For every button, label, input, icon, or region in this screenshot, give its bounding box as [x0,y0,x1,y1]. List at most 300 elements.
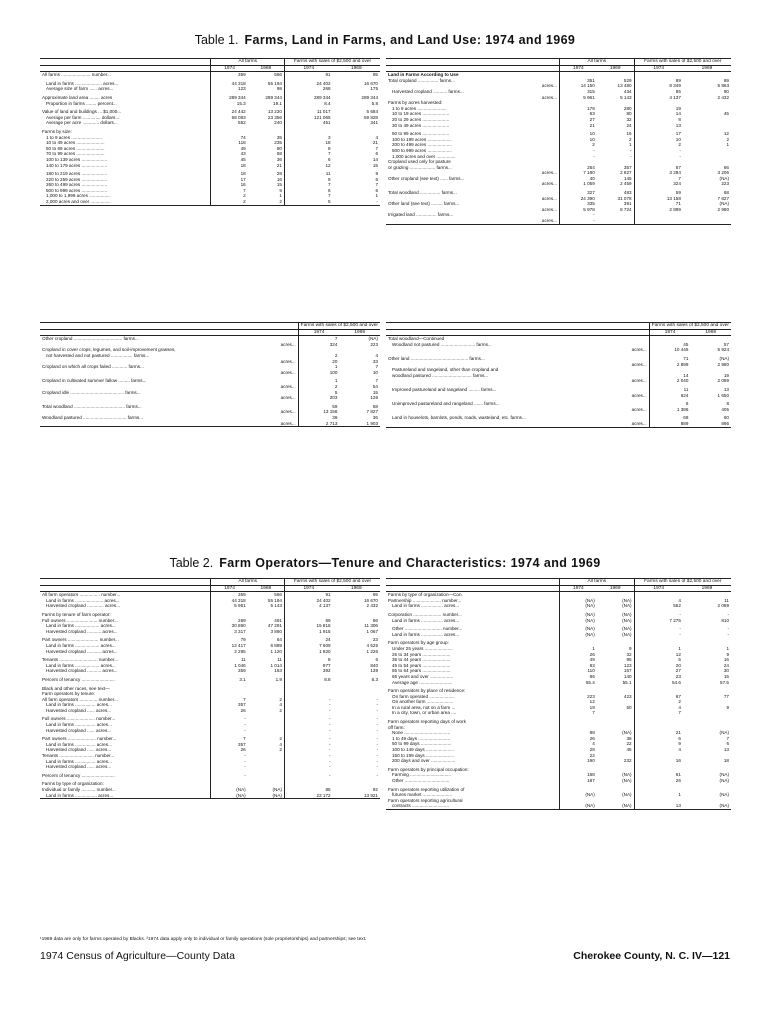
cell-value: (NA) [559,626,596,632]
cell-value: 14 [372,156,378,162]
cell-value: 2 [634,699,683,705]
cell-value: 91 [284,72,332,78]
cell-value: 36 [372,414,378,420]
cell-value: 6 [375,151,378,157]
table-row [40,199,380,205]
cell-value: 11 [284,171,332,177]
cell-value: (NA) [622,603,632,609]
cell-value: 13 220 [267,109,282,115]
cell-value: 19.1 [273,100,282,106]
row-label: Harvested cropland ........... acres... [46,648,118,654]
cell-value: 4 [375,134,378,140]
cell-value: 7 [375,364,378,370]
cell-value: 2 [279,696,282,702]
cell-value: 18 [211,163,248,169]
row-label: acres... [541,170,557,176]
cell-value: - [634,632,683,638]
cell-value: 5 961 [211,603,248,609]
cell-value: 5 961 [559,95,596,101]
cell-value: 118 [211,140,248,146]
cell-value: 2 040 [649,378,690,384]
row-label: Part owners ........................ number... [42,637,119,643]
row-label: futures market ....................... [392,792,452,798]
row-label: Farm operators reporting utilization of [388,786,465,792]
row-label: Total cropland ................ farms... [388,77,455,83]
cell-value: - [376,772,378,778]
row-label: Pastureland and rangeland, other than cropland and [392,367,499,373]
cell-value: - [284,728,332,734]
cell-value: 21 [634,730,683,736]
cell-value: 18 [211,171,248,177]
cell-value: - [634,612,683,618]
cell-value: - [376,696,378,702]
cell-value: 341 [370,120,378,126]
cell-value: 139 [370,668,378,674]
row-label: Cropland in cover crops, legumes, and soil-improvement grasses, [42,347,176,353]
cell-value: 327 [559,190,596,196]
cell-value: 91 [284,592,332,598]
cell-value: 12 417 [211,643,248,649]
row-label: 2,000 acres and over ................ [46,199,111,205]
year-header: 1969 [690,329,731,336]
cell-value: 43 [211,151,248,157]
cell-value: (NA) [559,603,596,609]
cell-value: 1 650 [717,392,729,398]
cell-value: 1 903 [366,420,378,426]
row-label: 100 to 199 acres ................... [392,136,452,142]
table-row [386,421,731,427]
row-label: Cropland in cultivated summer fallow ......... farms... [42,378,147,384]
cell-value: - [211,722,248,728]
table1-left [40,58,380,206]
cell-value: 24 442 [211,109,248,115]
row-label: 1 to 49 days ......................... [392,735,451,741]
year-header: 1974 [211,585,248,592]
cell-value: 14 150 [559,83,596,89]
cell-value: (NA) [559,598,596,604]
table1-cont-right [386,322,731,428]
row-label: Land in farms ................. acres... [46,792,114,798]
cell-value: 5 [298,390,339,396]
cell-value: 9 [279,187,282,193]
cell-value: 451 [284,120,332,126]
cell-value: 7 [284,151,332,157]
cell-value: 4 [634,705,683,711]
cell-value: - [630,153,632,159]
cell-value: 59 828 [363,114,378,120]
cell-value: 88 [559,730,596,736]
row-label: Land in farms ................... acres... [46,642,116,648]
cell-value: 55.4 [559,680,596,686]
cell-value: 280 [623,105,632,111]
cell-value: 235 [274,140,282,146]
cell-value: 26 [634,778,683,784]
cell-value: 529 [623,77,632,83]
cell-value: 357 [211,742,248,748]
cell-value: 10 [559,137,596,143]
cell-value: 2 899 [634,207,683,213]
row-label: acres... [541,218,557,224]
row-label: Average age .......................... [392,679,453,685]
cell-value: 24 [723,662,729,668]
cell-value: 7 827 [717,195,729,201]
cell-value: 15 [372,162,378,168]
row-label: Percent of tenancy .......................... [42,676,115,682]
cell-value: 28 [276,171,282,177]
cell-value: 7 [634,710,683,716]
cell-value: 7 [211,736,248,742]
cell-value: 6 [649,401,690,407]
row-label: Cropland on which all crops failed ............ farms... [42,364,144,370]
row-label: acres... [280,341,296,347]
cell-value: 59 [284,618,332,624]
col-sales: Farms with sales of $2,500 and over [284,579,380,586]
cell-value: 1 [375,193,378,199]
cell-value: 315 [559,89,596,95]
col-sales: Farms with sales of $2,500 and over [649,323,731,330]
cell-value: 61 [634,772,683,778]
cell-value: 1 046 [211,663,248,669]
row-label: Other cropland (see text) ...... farms... [388,175,465,181]
cell-value: (NA) [272,792,282,798]
cell-value: (NA) [559,792,596,798]
cell-value: 7 [375,145,378,151]
cell-value: 2 089 [717,603,729,609]
cell-value: 15 [276,182,282,188]
cell-value: 68 [372,403,378,409]
year-header: 1969 [248,65,285,72]
cell-value: 110 [559,668,596,674]
cell-value: 11 [277,657,282,663]
cell-value: 44 318 [211,81,248,87]
row-label: 30 to 49 acres ..................... [392,122,450,128]
cell-value: 11 306 [364,623,378,629]
cell-value: 95 [626,657,632,663]
row-label: acres... [631,378,647,384]
cell-value: 85 [284,787,332,793]
row-label: 35 to 44 years ...................... [392,657,451,663]
cell-value: - [211,764,248,770]
cell-value: 9 [726,704,729,710]
cell-value: 79 [211,637,248,643]
year-header: 1974 [284,585,332,592]
cell-value: 15.3 [211,101,248,107]
cell-value: 45 [649,342,690,348]
cell-value: 163 [274,668,282,674]
cell-value: 7 180 [559,170,596,176]
cell-value: 15 [723,673,729,679]
row-label: 1,000 acres and over ............... [392,153,456,159]
cell-value: 2 980 [717,206,729,212]
cell-value: - [284,716,332,722]
cell-value: - [211,759,248,765]
row-label: woodland pastured ............................... farms... [392,372,489,378]
cell-value: 30 [723,668,729,674]
footer-left: 1974 Census of Agriculture—County Data [40,950,235,962]
row-label: 260 to 499 acres .................... [46,182,108,188]
cell-value: 13 921 [363,792,378,798]
cell-value: 8 [726,401,729,407]
cell-value: 10 [559,131,596,137]
cell-value: 19 [559,705,596,711]
cell-value: 2 [298,353,339,359]
cell-value: 36 [276,156,282,162]
row-label: Black and other races, see text— [42,685,110,691]
row-label: 180 to 219 acres .................... [46,171,108,177]
cell-value: 8 [284,146,332,152]
year-header: 1974 [298,329,339,336]
row-label: Partnership ...................... number... [388,597,462,603]
cell-value: - [376,736,378,742]
cell-value: 45 [626,747,632,753]
cell-value: (NA) [559,612,596,618]
cell-value: 83 [559,663,596,669]
table1-number: Table 1. [194,33,239,47]
cell-value: 4 [634,747,683,753]
cell-value: 8 724 [620,206,632,212]
cell-value: - [211,728,248,734]
row-label: 10 to 19 acres ..................... [392,111,450,117]
cell-value: 24 [284,637,332,643]
cell-value: 254 [559,165,596,171]
cell-value: 6 889 [270,642,282,648]
cell-value: 1 [726,645,729,651]
row-label: Other land ............................................. farms... [388,355,485,361]
table-row [40,793,380,799]
cell-value: 324 [298,342,339,348]
cell-value: - [284,697,332,703]
cell-value: 6 [726,741,729,747]
row-label: Land in farms ................. acres... [392,603,460,609]
cell-value: (NA) [719,792,729,798]
cell-value: - [284,736,332,742]
cell-value: (NA) [622,730,632,736]
row-label: Land in farms ................ acres... [46,758,112,764]
cell-value: 2 [211,193,248,199]
table1-cont-left [40,322,380,427]
cell-value: 2 713 [298,421,339,427]
cell-value: 1 014 [270,662,282,668]
cell-value: 4 [559,741,596,747]
cell-value: 58 [276,151,282,157]
cell-value: 140 [623,673,632,679]
cell-value: 55.1 [622,679,632,685]
cell-value: 1 059 [559,181,596,187]
row-label: 200 to 499 acres ................... [392,142,452,148]
cell-value: - [284,742,332,748]
cell-value: - [727,631,729,637]
cell-value: 50 [626,704,632,710]
cell-value: 552 [211,120,248,126]
cell-value: - [211,773,248,779]
cell-value: 357 [211,702,248,708]
col-sales: Farms with sales of $2,500 and over [634,59,731,66]
cell-value: 491 [274,617,282,623]
row-label: Woodland pastured .................................. farms... [42,414,144,420]
cell-value: 335 [559,201,596,207]
row-label: or grazing .................... farms... [388,164,452,170]
cell-value: 4 525 [366,642,378,648]
cell-value: 289 344 [211,95,248,101]
table2-title [0,556,770,570]
cell-value: - [727,611,729,617]
row-label: contracts ............................. [392,803,449,809]
cell-value: - [727,626,729,632]
cell-value: 22 [559,753,596,759]
table1-title [0,33,770,47]
cell-value: (NA) [719,803,729,809]
row-label: 65 years and over .................. [392,673,454,679]
row-label: Farm operators by principal occupation: [388,766,469,772]
row-label: acres... [631,361,647,367]
cell-value: 7 [375,182,378,188]
cell-value: 23 [634,674,683,680]
cell-value: 89 [723,77,729,83]
cell-value: 3.1 [211,677,248,683]
row-label: Land in farms ...................... acres... [46,597,120,603]
cell-value: 68 083 [211,115,248,121]
cell-value: 31 078 [617,195,632,201]
cell-value: 5 [284,199,332,205]
cell-value: 24 [626,122,632,128]
year-header: 1969 [333,65,380,72]
cell-value: 8 [634,117,683,123]
cell-value: 45 [211,157,248,163]
cell-value: 23 356 [267,114,282,120]
cell-value: 85 [634,89,683,95]
cell-value: 2 089 [717,378,729,384]
cell-value: 66 [372,617,378,623]
cell-value: 92 [372,787,378,792]
year-header: 1974 [634,585,683,592]
row-label: 45 to 54 years ...................... [392,662,451,668]
cell-value: - [630,147,632,153]
cell-value: 45 [723,111,729,117]
year-header: 1969 [248,585,285,592]
table-row [386,218,731,224]
row-label: Value of land and buildings ... $1,000... [42,109,122,115]
row-label: Farms by tenure of farm operator: [42,611,111,617]
cell-value: 5 863 [717,83,729,89]
row-label: acres... [631,392,647,398]
cell-value: 89 [634,78,683,84]
cell-value: 240 [274,120,282,126]
row-label: 100 to 149 days ...................... [392,747,455,753]
row-label: 50 to 99 days ........................ [392,741,452,747]
cell-value: (NA) [719,201,729,207]
row-label: Harvested cropland ............. acres... [46,603,121,609]
cell-value: 2 [279,736,282,742]
cell-value: - [376,758,378,764]
cell-value: 7 609 [284,643,332,649]
cell-value: (NA) [272,787,282,792]
cell-value: - [559,148,596,154]
cell-value: 11 [724,597,729,603]
cell-value: 223 [559,694,596,700]
row-label: Harvested cropland ...... acres... [46,727,112,733]
cell-value: 5 143 [270,603,282,609]
year-header: 1974 [284,65,332,72]
cell-value: - [376,702,378,708]
cell-value: 86 [559,674,596,680]
cell-value: 434 [623,88,632,94]
cell-value: 268 [284,86,332,92]
cell-value: - [284,722,332,728]
cell-value: 16 [211,182,248,188]
cell-value: 10 445 [649,347,690,353]
cell-value: 57.5 [720,679,729,685]
row-label: Land in farms ................... acres... [46,623,116,629]
cell-value: 289 344 [284,95,332,101]
cell-value: 49 [211,146,248,152]
table2-title-text: Farm Operators—Tenure and Characteristics: 1974 and 1969 [219,556,601,570]
cell-value: 13 [634,803,683,809]
row-label: Farm operators by age group: [388,640,449,646]
cell-value: 8 349 [634,83,683,89]
row-label: acres... [631,420,647,426]
cell-value: 6 [634,736,683,742]
cell-value: 59 [634,190,683,196]
row-label: All farm operators .............. number... [42,696,118,702]
year-header: 1969 [597,585,634,592]
row-label: Farming ................................ [392,772,451,778]
cell-value: 24 402 [284,598,332,604]
cell-value: 4 [279,702,282,708]
cell-value [597,218,634,224]
cell-value: (NA) [559,632,596,638]
cell-value: 71 [649,356,690,362]
cell-value: 126 [370,395,378,401]
cell-value: 5 684 [366,109,378,115]
cell-value: 3 [284,135,332,141]
row-label: 50 to 69 acres ...................... [46,145,105,151]
cell-value: (NA) [622,611,632,617]
cell-value: 16 [723,657,729,663]
cell-value: 6 [375,187,378,193]
cell-value: 32 [626,651,632,657]
cell-value: 5 978 [559,207,596,213]
row-label: Land in farms ................. acres... [392,617,460,623]
table-row [40,421,380,427]
cell-value: 1 820 [284,649,332,655]
cell-value: 98 [276,86,282,92]
cell-value: 2 [726,136,729,142]
row-label: Cropland idle .......................................... farms... [42,389,141,395]
cell-value: 3 206 [717,170,729,176]
cell-value: - [284,747,332,753]
row-label: Full owners ...................... number... [42,716,116,722]
cell-value: 566 [274,72,282,78]
cell-value: 95 [372,72,378,78]
cell-value: (NA) [211,793,248,799]
cell-value: 4 137 [284,603,332,609]
footer-right: Cherokee County, N. C. IV—121 [573,950,730,962]
cell-value: 351 [559,78,596,84]
cell-value: 1 386 [649,407,690,413]
cell-value: - [376,199,378,205]
cell-value: 30 860 [211,623,248,629]
cell-value: 11 017 [284,109,332,115]
cell-value: 57 [634,165,683,171]
cell-value: - [376,764,378,770]
cell-value: - [376,722,378,728]
cell-value: 359 [211,668,248,674]
cell-value: 1.9 [275,676,282,682]
cell-value: 13 480 [617,83,632,89]
cell-value: 1 [559,646,596,652]
cell-value: - [376,727,378,733]
cell-value: 1 [726,142,729,148]
